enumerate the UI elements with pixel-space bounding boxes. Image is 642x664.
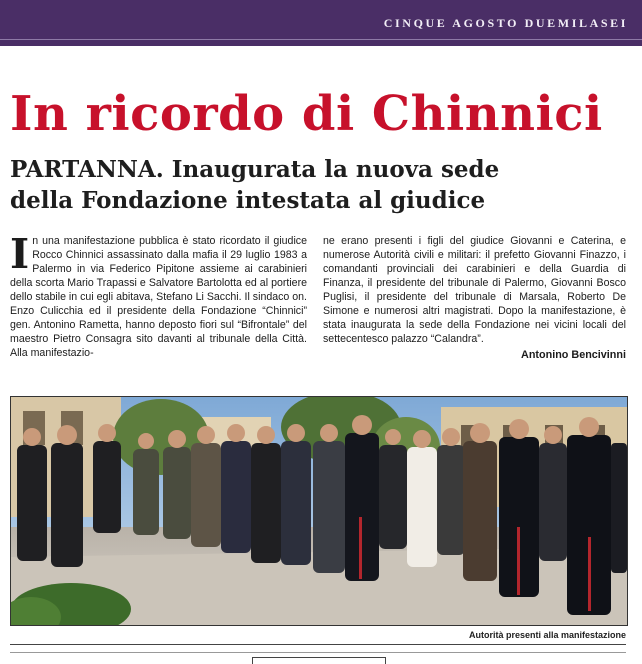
footer-rule-secondary	[10, 652, 626, 653]
article-column-2	[323, 234, 626, 362]
article-subhead	[10, 154, 632, 216]
article-author: Antonino Bencivinni	[521, 349, 626, 361]
column-1-text: n una manifestazione pubblica è stato ricordato il giudice Rocco Chinnici assassinato dalla mafia il 29 luglio 1983 a Palermo in via Federico Pipitone assieme ai carabinieri della scorta Mario Trapassi e Salvatore Bartolotta ed al portiere dello stabile in cui egli abitava, Stefano Li Sacchi. Il sindaco on. Enzo Culicchia ed il presidente della Fondazione “Chinnici” gen. Antonino Rametta, hanno deposto fiori sul “Bifrontale” del maestro Pietro Consagra sito davanti al tribunale della Città. Alla manifestazio-	[10, 235, 307, 359]
article-column-1	[10, 234, 307, 388]
header-bar	[0, 0, 642, 46]
article-headline: In ricordo di Chinnici	[10, 86, 603, 142]
section-date-label: CINQUE AGOSTO DUEMILASEI	[383, 16, 628, 30]
subhead-line-1: PARTANNA. Inaugurata la nuova sede	[10, 156, 500, 183]
column-2-text: ne erano presenti i figli del giudice Giovanni e Caterina, e numerose Autorità civili e militari: il prefetto Giovanni Finazzo, i comandanti provinciali dei carabinieri e della Guardia di Finanza, il presidente del tribunale di Palermo, Giovanni Bosco Puglisi, il presidente del tribunale di Marsala, Roberto De Simone e numerosi altri magistrati. Dopo la manifestazione, è stata inaugurata la sede della Fondazione nei vicini locali del settecentesco palazzo “Calandra”.	[323, 235, 626, 345]
subhead-line-2: della Fondazione intestata al giudice	[10, 187, 486, 214]
drop-cap: I	[10, 234, 30, 278]
photo-caption: Autorità presenti alla manifestazione	[468, 630, 626, 640]
header-rule	[0, 39, 642, 40]
footer-rule	[10, 644, 626, 645]
photo-illustration	[11, 397, 627, 625]
ceremony-photo	[10, 396, 628, 626]
